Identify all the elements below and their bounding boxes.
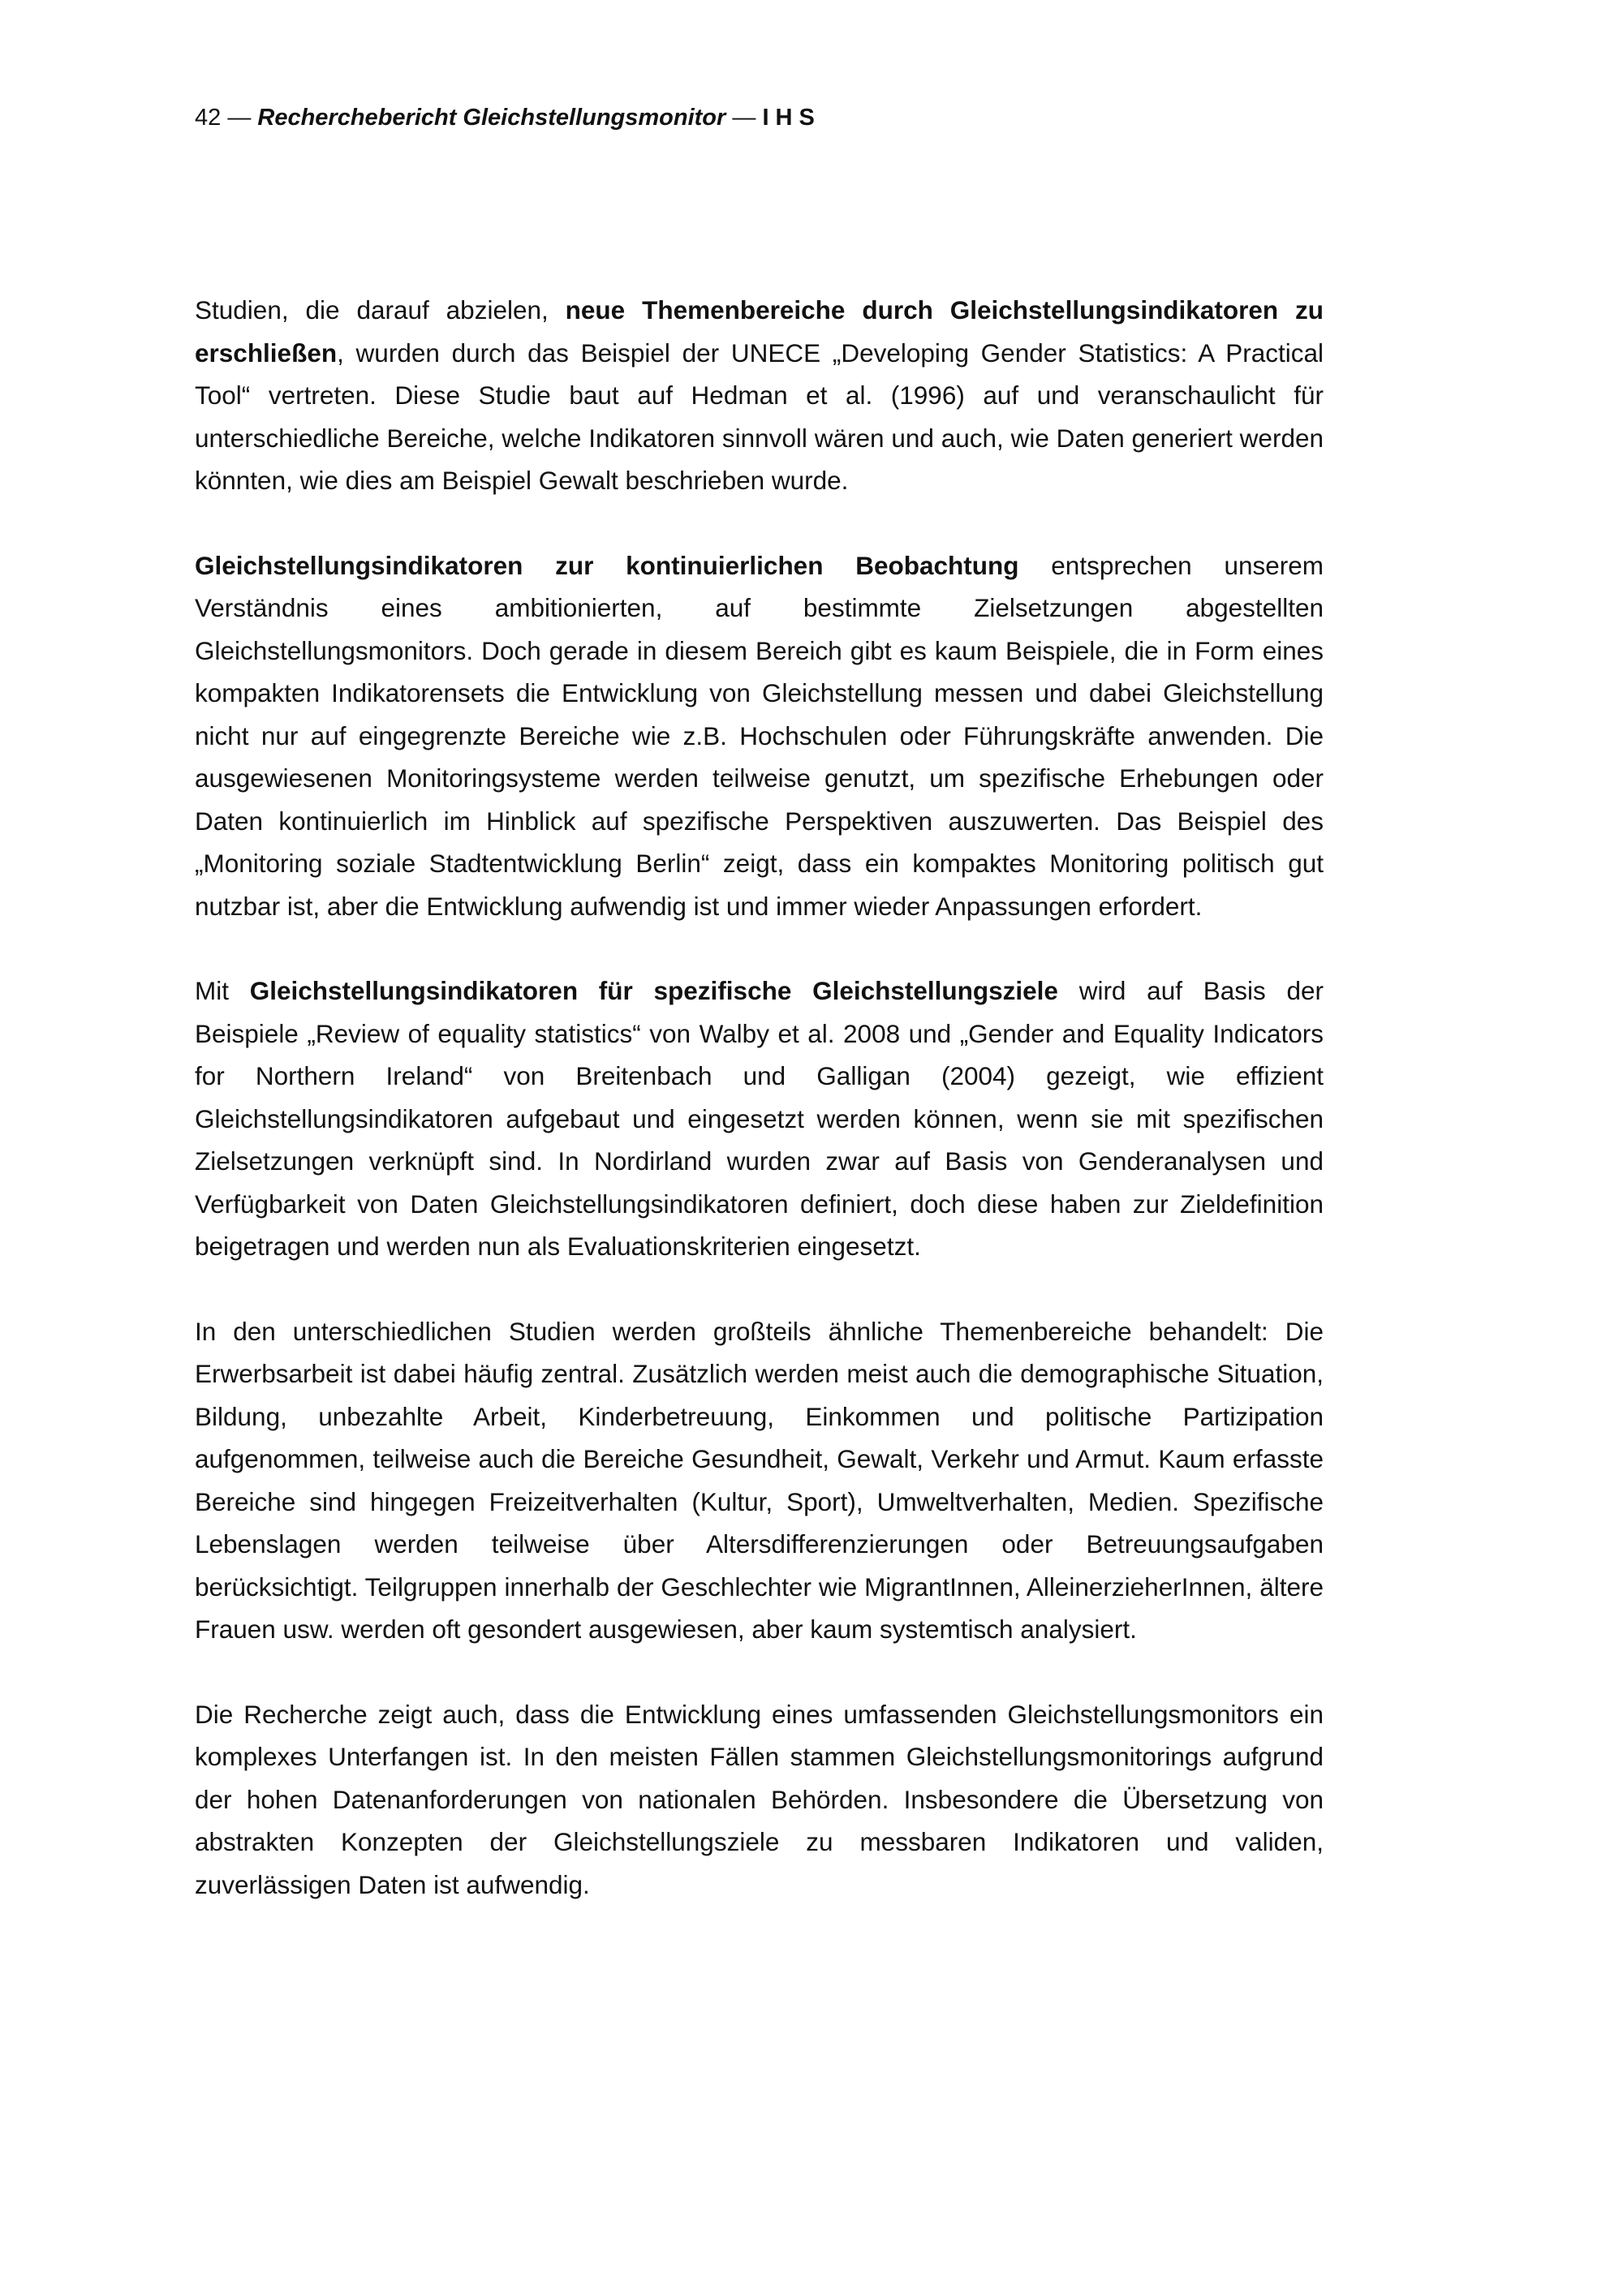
header-separator: — [221,105,258,131]
paragraph-emphasis: Gleichstellungsindikatoren zur kontinuierlichen Beobachtung [195,550,1019,580]
paragraph-text: In den unterschiedlichen Studien werden großteils ähnliche Themenbereiche behandelt: Die Erwerbsarbeit ist dabei häufig zentral. Zusätzlich werden meist auch die demographische Situation, Bildung, unbezahlte Arbeit, Kinderbetreuung, Einkommen und politische Partizipation aufgenommen, teilweise auch die Bereiche Gesundheit, Gewalt, Verkehr und Armut. Kaum erfasste Bereiche sind hingegen Freizeitverhalten (Kultur, Sport), Umweltverhalten, Medien. Spezifische Lebenslagen werden teilweise über Altersdifferenzierungen oder Betreuungsaufgaben berücksichtigt. Teilgruppen innerhalb der Geschlechter wie MigrantInnen, AlleinerzieherInnen, ältere Frauen usw. werden oft gesondert ausgewiesen, aber kaum systemtisch analysiert. [195,1316,1324,1644]
paragraph-text: entsprechen unserem Verständnis eines ambitionierten, auf bestimmte Zielsetzungen abgestellten Gleichstellungsmonitors. Doch gerade in diesem Bereich gibt es kaum Beispiele, die in Form eines kompakten Indikatorensets die Entwicklung von Gleichstellung messen und dabei Gleichstellung nicht nur auf eingegrenzte Bereiche wie z.B. Hochschulen oder Führungskräfte anwenden. Die ausgewiesenen Monitoringsysteme werden teilweise genutzt, um spezifische Erhebungen oder Daten kontinuierlich im Hinblick auf spezifische Perspektiven auszuwerten. Das Beispiel des „Monitoring soziale Stadtentwicklung Berlin“ zeigt, dass ein kompaktes Monitoring politisch gut nutzbar ist, aber die Entwicklung aufwendig ist und immer wieder Anpassungen erfordert. [195,550,1324,921]
paragraph-new-topics [195,289,1324,502]
paragraph-emphasis: neue Themenbereiche durch Gleichstellungsindikatoren zu erschließen [195,295,1324,368]
paragraph-text: Mit [195,976,250,1005]
paragraph-continuous-monitoring [195,544,1324,928]
header-separator: — [725,105,763,131]
paragraph-text: wird auf Basis der Beispiele „Review of equality statistics“ von Walby et al. 2008 und „Gender and Equality Indicators for Northern Ireland“ von Breitenbach und Galligan (2004) gezeigt, wie effizient Gleichstellungsindikatoren aufgebaut und eingesetzt werden können, wenn sie mit spezifischen Zielsetzungen verknüpft sind. In Nordirland wurden zwar auf Basis von Genderanalysen und Verfügbarkeit von Daten Gleichstellungsindikatoren definiert, doch diese haben zur Zieldefinition beigetragen und werden nun als Evaluationskriterien eingesetzt. [195,976,1324,1261]
document-title: Recherchebericht Gleichstellungsmonitor [257,105,726,131]
paragraph-research-conclusion [195,1693,1324,1907]
paragraph-text: Studien, die darauf abzielen, [195,295,566,325]
paragraph-emphasis: Gleichstellungsindikatoren für spezifische Gleichstellungsziele [249,976,1058,1005]
paragraph-text: Die Recherche zeigt auch, dass die Entwicklung eines umfassenden Gleichstellungsmonitors ein komplexes Unterfangen ist. In den meisten Fällen stammen Gleichstellungsmonitorings aufgrund der hohen Datenanforderungen von nationalen Behörden. Insbesondere die Übersetzung von abstrakten Konzepten der Gleichstellungsziele zu messbaren Indikatoren und validen, zuverlässigen Daten ist aufwendig. [195,1699,1324,1899]
paragraph-specific-goals [195,970,1324,1268]
page-header [195,102,815,133]
paragraph-text: , wurden durch das Beispiel der UNECE „Developing Gender Statistics: A Practical Tool“ vertreten. Diese Studie baut auf Hedman et al. (1996) auf und veranschaulicht für unterschiedliche Bereiche, welche Indikatoren sinnvoll wären und auch, wie Daten generiert werden könnten, wie dies am Beispiel Gewalt beschrieben wurde. [195,338,1324,495]
page-number: 42 [195,105,222,131]
body-text [195,289,1324,1948]
organization-name: I H S [762,105,815,131]
paragraph-topic-areas [195,1310,1324,1651]
